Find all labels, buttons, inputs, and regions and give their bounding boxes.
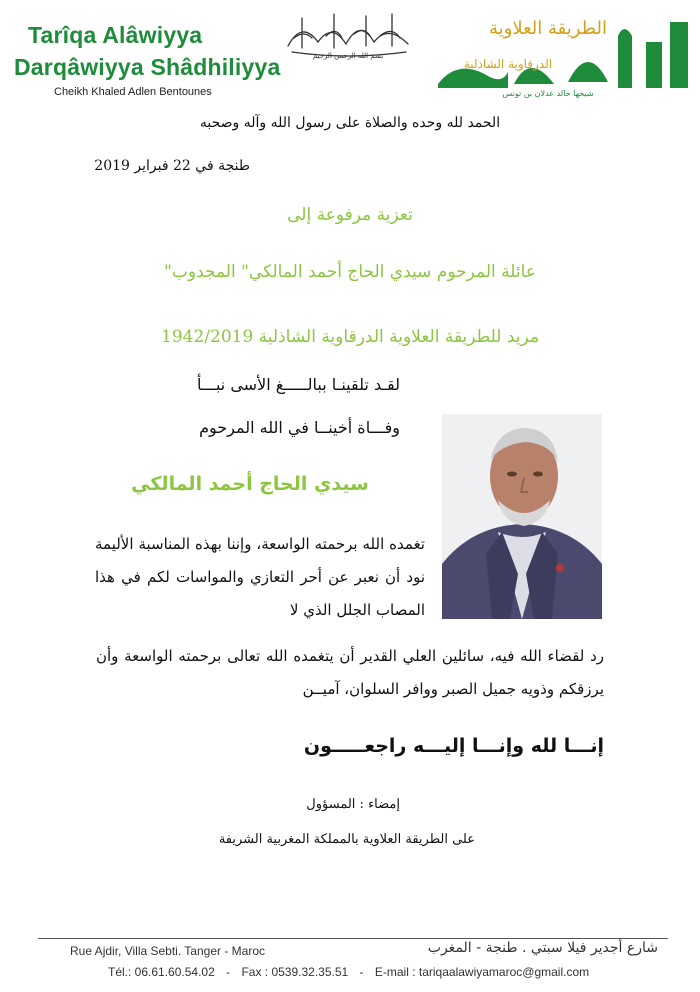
brand-sheikh-name: Cheikh Khaled Adlen Bentounes: [54, 86, 212, 98]
footer-email[interactable]: E-mail : tariqaalawiyamaroc@gmail.com: [374, 965, 590, 979]
heading-murid: مريد للطريقة العلاوية الدرقاوية الشاذلية 1942/2019: [161, 327, 539, 347]
logo-title: الطريقة العلاوية: [489, 18, 607, 39]
letter-date: طنجة في 22 فبراير 2019: [94, 158, 250, 174]
body-paragraph-part2: رد لقضاء الله فيه، سائلين العلي القدير أن يتغمده الله تعالى برحمته الواسعة وأن يرزقكم وذويه جميل الصبر ووافر السلوان، آميــن: [96, 647, 604, 698]
footer-sep: -: [226, 965, 231, 979]
heading-family: عائلة المرحوم سيدي الحاج أحمد المالكي" المجدوب": [164, 262, 536, 282]
praise-line: الحمد لله وحده والصلاة على رسول الله وآله وصحبه: [199, 115, 501, 131]
logo-letter: [568, 62, 608, 82]
logo-bar: [670, 22, 688, 88]
logo-sheikh: شيخها خالد عدلان بن تونس: [502, 89, 594, 98]
footer-divider: [38, 938, 668, 939]
verse-line-1: لقـد تلقينـا ببالـــــغ الأسى نبـــأ: [197, 375, 400, 394]
verse-line-2: وفـــاة أخينــا في الله المرحوم: [199, 418, 400, 437]
tariqa-logo: [418, 12, 694, 98]
heading-condolence-to: تعزية مرفوعة إلى: [287, 205, 413, 225]
footer-tel: Tél.: 06.61.60.54.02: [108, 965, 215, 979]
deceased-name: سيدي الحاج أحمد المالكي: [131, 473, 369, 495]
logo-letter: [618, 29, 632, 88]
logo-subtitle: الدرقاوية الشاذلية: [463, 57, 553, 71]
logo-bar: [646, 42, 662, 88]
body-paragraph-part1: تغمده الله برحمته الواسعة، وإننا بهذه المناسبة الأليمة نود أن نعبر عن أحر التعازي والمواسات لكم في هذا المصاب الجلل الذي لا: [95, 535, 425, 619]
footer-address-ar: شارع أجدير فيلا سبتي . طنجة - المغرب: [427, 940, 658, 956]
logo-swash: [438, 69, 508, 88]
signature-line: إمضاء : المسؤول: [306, 797, 400, 812]
footer-sep: -: [359, 965, 364, 979]
footer-address-fr: Rue Ajdir, Villa Sebti. Tanger - Maroc: [70, 944, 265, 958]
deceased-portrait: [442, 414, 602, 619]
basmala-text: بسم الله الرحمن الرحيم: [312, 52, 384, 60]
basmala-calligraphy: [282, 8, 414, 60]
footer-contact: [108, 965, 597, 979]
footer-fax: Fax : 0539.32.35.51: [241, 965, 349, 979]
brand-name-line2: Darqâwiyya Shâdhiliyya: [14, 54, 281, 80]
organization-line: على الطريقة العلاوية بالمملكة المغربية الشريفة: [218, 832, 475, 847]
brand-name-line1: Tarîqa Alâwiyya: [28, 22, 203, 48]
inna-lillah-line: إنـــا لله وإنـــا إليـــه راجعـــــون: [303, 735, 604, 757]
